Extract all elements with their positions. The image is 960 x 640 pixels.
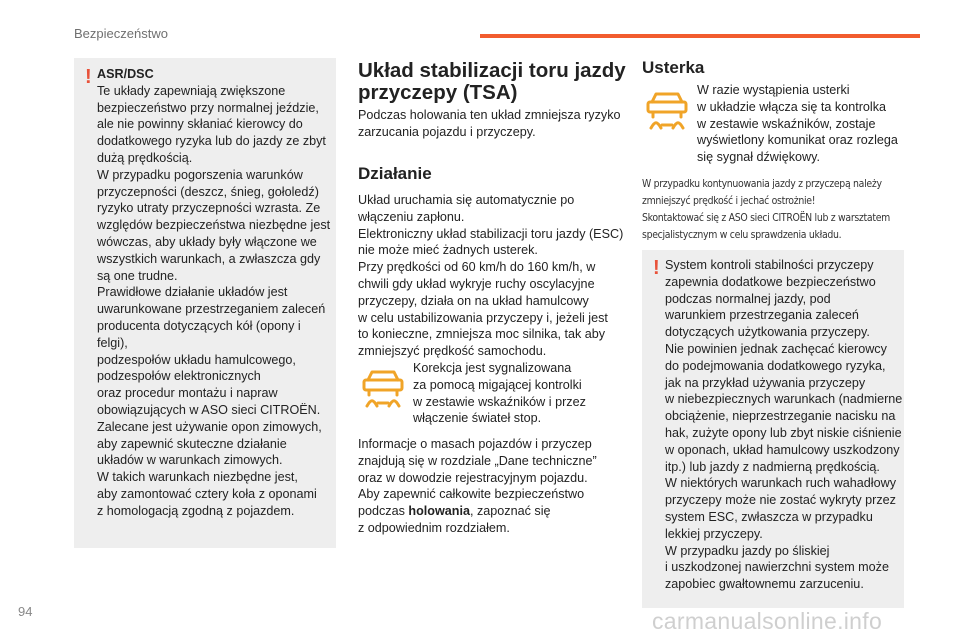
text-line: System kontroli stabilności przyczepy	[665, 258, 874, 272]
text-line: z odpowiednim rozdziałem.	[358, 520, 510, 535]
text-line: obowiązujących w ASO sieci CITROËN.	[97, 402, 321, 417]
text-line: Układ uruchamia się automatycznie po	[358, 193, 575, 207]
title-line: Układ stabilizacji toru jazdy	[358, 59, 626, 82]
trailer-sway-fault-icon	[644, 88, 690, 134]
text-line: w oponach, układ hamulcowy uszkodzony	[665, 442, 900, 457]
text-line: uwarunkowane przestrzeganiem zaleceń	[97, 302, 326, 317]
text-line: W przypadku jazdy po śliskiej	[665, 543, 830, 558]
fault-signal-text	[697, 82, 917, 166]
text-line: aby zapewnić skuteczne działanie	[97, 436, 287, 451]
warning-exclamation-icon: !	[653, 257, 660, 279]
text-line: zmniejszyć prędkość samochodu.	[358, 344, 547, 359]
text-line: W przypadku kontynuowania jazdy z przyczepą należy	[642, 178, 882, 190]
text-line: ryzyko utraty przyczepności wzrasta. Ze	[97, 201, 321, 216]
text-line: jak na przykład używania przyczepy	[665, 375, 866, 390]
text-line: w zestawie wskaźników, zostaje	[697, 116, 876, 131]
tsa-intro	[358, 107, 633, 141]
text-line: to konieczne, zmniejsza moc silnika, tak aby	[358, 327, 606, 342]
text-line: Informacje o masach pojazdów i przyczep	[358, 437, 592, 451]
text-line: warunkiem przestrzegania zaleceń	[665, 308, 859, 323]
text-line: w celu ustabilizowania przyczepy i, jeżeli jest	[358, 310, 608, 325]
text-line: włączeniu zapłonu.	[358, 209, 465, 224]
text-fragment: podczas	[358, 504, 409, 519]
text-line: z homologacją zgodną z pojazdem.	[97, 503, 295, 518]
text-line: Przy prędkości od 60 km/h do 160 km/h, w	[358, 260, 596, 275]
text-line: dotyczących użytkowania przyczepy.	[665, 325, 870, 340]
text-line: chwili gdy układ wykryje ruchy oscylacyjne	[358, 276, 595, 291]
text-line: system ESC, zwłaszcza w przypadku	[665, 509, 873, 524]
text-line: się sygnał dźwiękowy.	[697, 150, 820, 165]
text-line: nie może mieć żadnych usterek.	[358, 243, 538, 258]
text-line: i uszkodzonej nawierzchni system może	[665, 560, 889, 575]
text-line: Prawidłowe działanie układów jest	[97, 285, 288, 300]
text-line: wówczas, aby układy były włączone we	[97, 234, 317, 249]
trailer-stability-warning-text	[665, 257, 903, 593]
text-line: itp.) lub jazdy z nadmierną prędkością.	[665, 459, 880, 474]
text-line: Korekcja jest sygnalizowana	[413, 361, 572, 375]
text-line: ale nie powinny skłaniać kierowcy do	[97, 117, 303, 132]
title-line: przyczepy (TSA)	[358, 81, 518, 104]
fault-advice-text	[642, 176, 922, 244]
asr-dsc-warning-box	[74, 58, 336, 548]
header-accent-bar	[480, 34, 920, 38]
warning-exclamation-icon: !	[85, 66, 92, 88]
text-line: w układzie włącza się ta kontrolka	[697, 99, 886, 114]
page-number: 94	[18, 604, 33, 619]
text-line: W takich warunkach niezbędne jest,	[97, 470, 298, 485]
text-line: w niebezpiecznych warunkach (nadmierne	[665, 392, 903, 407]
text-line: bezpieczeństwo przy normalnej jeździe,	[97, 100, 319, 115]
section-header: Bezpieczeństwo	[74, 26, 168, 41]
text-line: znajdują się w rozdziale „Dane techniczne”	[358, 453, 597, 468]
operation-heading: Działanie	[358, 164, 432, 183]
trailer-sway-warning-icon	[360, 366, 406, 412]
text-line: Nie powinien jednak zachęcać kierowcy	[665, 341, 887, 356]
text-line: przyczepy może nie zostać wykryty przez	[665, 493, 896, 508]
text-line: producenta dotyczących kół (opony i felgi),	[97, 318, 301, 350]
fault-heading: Usterka	[642, 58, 705, 77]
text-line: wszystkich warunkach, a zwłaszcza gdy	[97, 251, 321, 266]
text-line: podzespołów układu hamulcowego,	[97, 352, 296, 367]
text-line: są one trudne.	[97, 268, 178, 283]
text-line: Te układy zapewniają zwiększone	[97, 83, 286, 98]
text-line: oraz procedur montażu i napraw	[97, 386, 278, 401]
text-line: oraz w dowodzie rejestracyjnym pojazdu.	[358, 470, 588, 485]
warning-title: ASR/DSC	[97, 67, 154, 81]
text-line: Zalecane jest używanie opon zimowych,	[97, 419, 322, 434]
text-line: Elektroniczny układ stabilizacji toru jazdy (ESC)	[358, 226, 624, 241]
text-line: Podczas holowania ten układ zmniejsza ryzyko	[358, 108, 621, 122]
correction-signal-text	[413, 360, 633, 427]
asr-dsc-warning-text	[97, 66, 333, 520]
text-line: W niektórych warunkach ruch wahadłowy	[665, 476, 896, 491]
text-line: za pomocą migającej kontrolki	[413, 377, 582, 392]
text-line: W przypadku pogorszenia warunków	[97, 167, 303, 182]
text-line: zapewnia dodatkowe bezpieczeństwo	[665, 274, 876, 289]
text-line	[358, 503, 636, 520]
bold-keyword: holowania	[408, 504, 470, 519]
text-line: dodatkowego ryzyka lub do jazdy ze zbyt	[97, 134, 326, 149]
text-line: podczas normalnej jazdy, pod	[665, 291, 831, 306]
text-line: Aby zapewnić całkowite bezpieczeństwo	[358, 487, 585, 502]
text-line: względów bezpieczeństwa niezbędne jest	[97, 218, 331, 233]
text-line: do podejmowania dodatkowego ryzyka,	[665, 358, 886, 373]
text-fragment: , zapoznać się	[469, 504, 551, 519]
text-line: Skontaktować się z ASO sieci CITROËN lub z warsztatem	[642, 212, 890, 224]
text-line: podzespołów elektronicznych	[97, 369, 261, 384]
text-line: przyczepności (deszcz, śnieg, gołoledź)	[97, 184, 319, 199]
text-line: W razie wystąpienia usterki	[697, 83, 850, 97]
text-line: zarzucania pojazdu i przyczepy.	[358, 124, 536, 139]
text-line: w zestawie wskaźników i przez	[413, 394, 586, 409]
operation-text	[358, 192, 636, 360]
masses-info-text	[358, 436, 636, 537]
text-line: włączenie świateł stop.	[413, 411, 542, 426]
text-line: wyświetlony komunikat oraz rozlega	[697, 133, 898, 148]
site-watermark: carmanualsonline.info	[652, 608, 883, 634]
tsa-title	[358, 60, 638, 104]
text-line: dużą prędkością.	[97, 150, 193, 165]
text-line: przyczepy, działa on na układ hamulcowy	[358, 293, 589, 308]
trailer-stability-warning-box	[642, 250, 904, 608]
text-line: zapobiec gwałtownemu zarzuceniu.	[665, 577, 864, 592]
text-line: zmniejszyć prędkość i jechać ostrożnie!	[642, 195, 816, 207]
text-line: specjalistycznym w celu sprawdzenia układu.	[642, 229, 842, 241]
text-line: lekkiej przyczepy.	[665, 526, 763, 541]
text-line: układów w warunkach zimowych.	[97, 453, 283, 468]
text-line: obciążenie, nieprzestrzeganie nacisku na	[665, 409, 896, 424]
text-line: aby zamontować cztery koła z oponami	[97, 486, 317, 501]
text-line: hak, zużyte opony lub zbyt niskie ciśnienie	[665, 425, 902, 440]
